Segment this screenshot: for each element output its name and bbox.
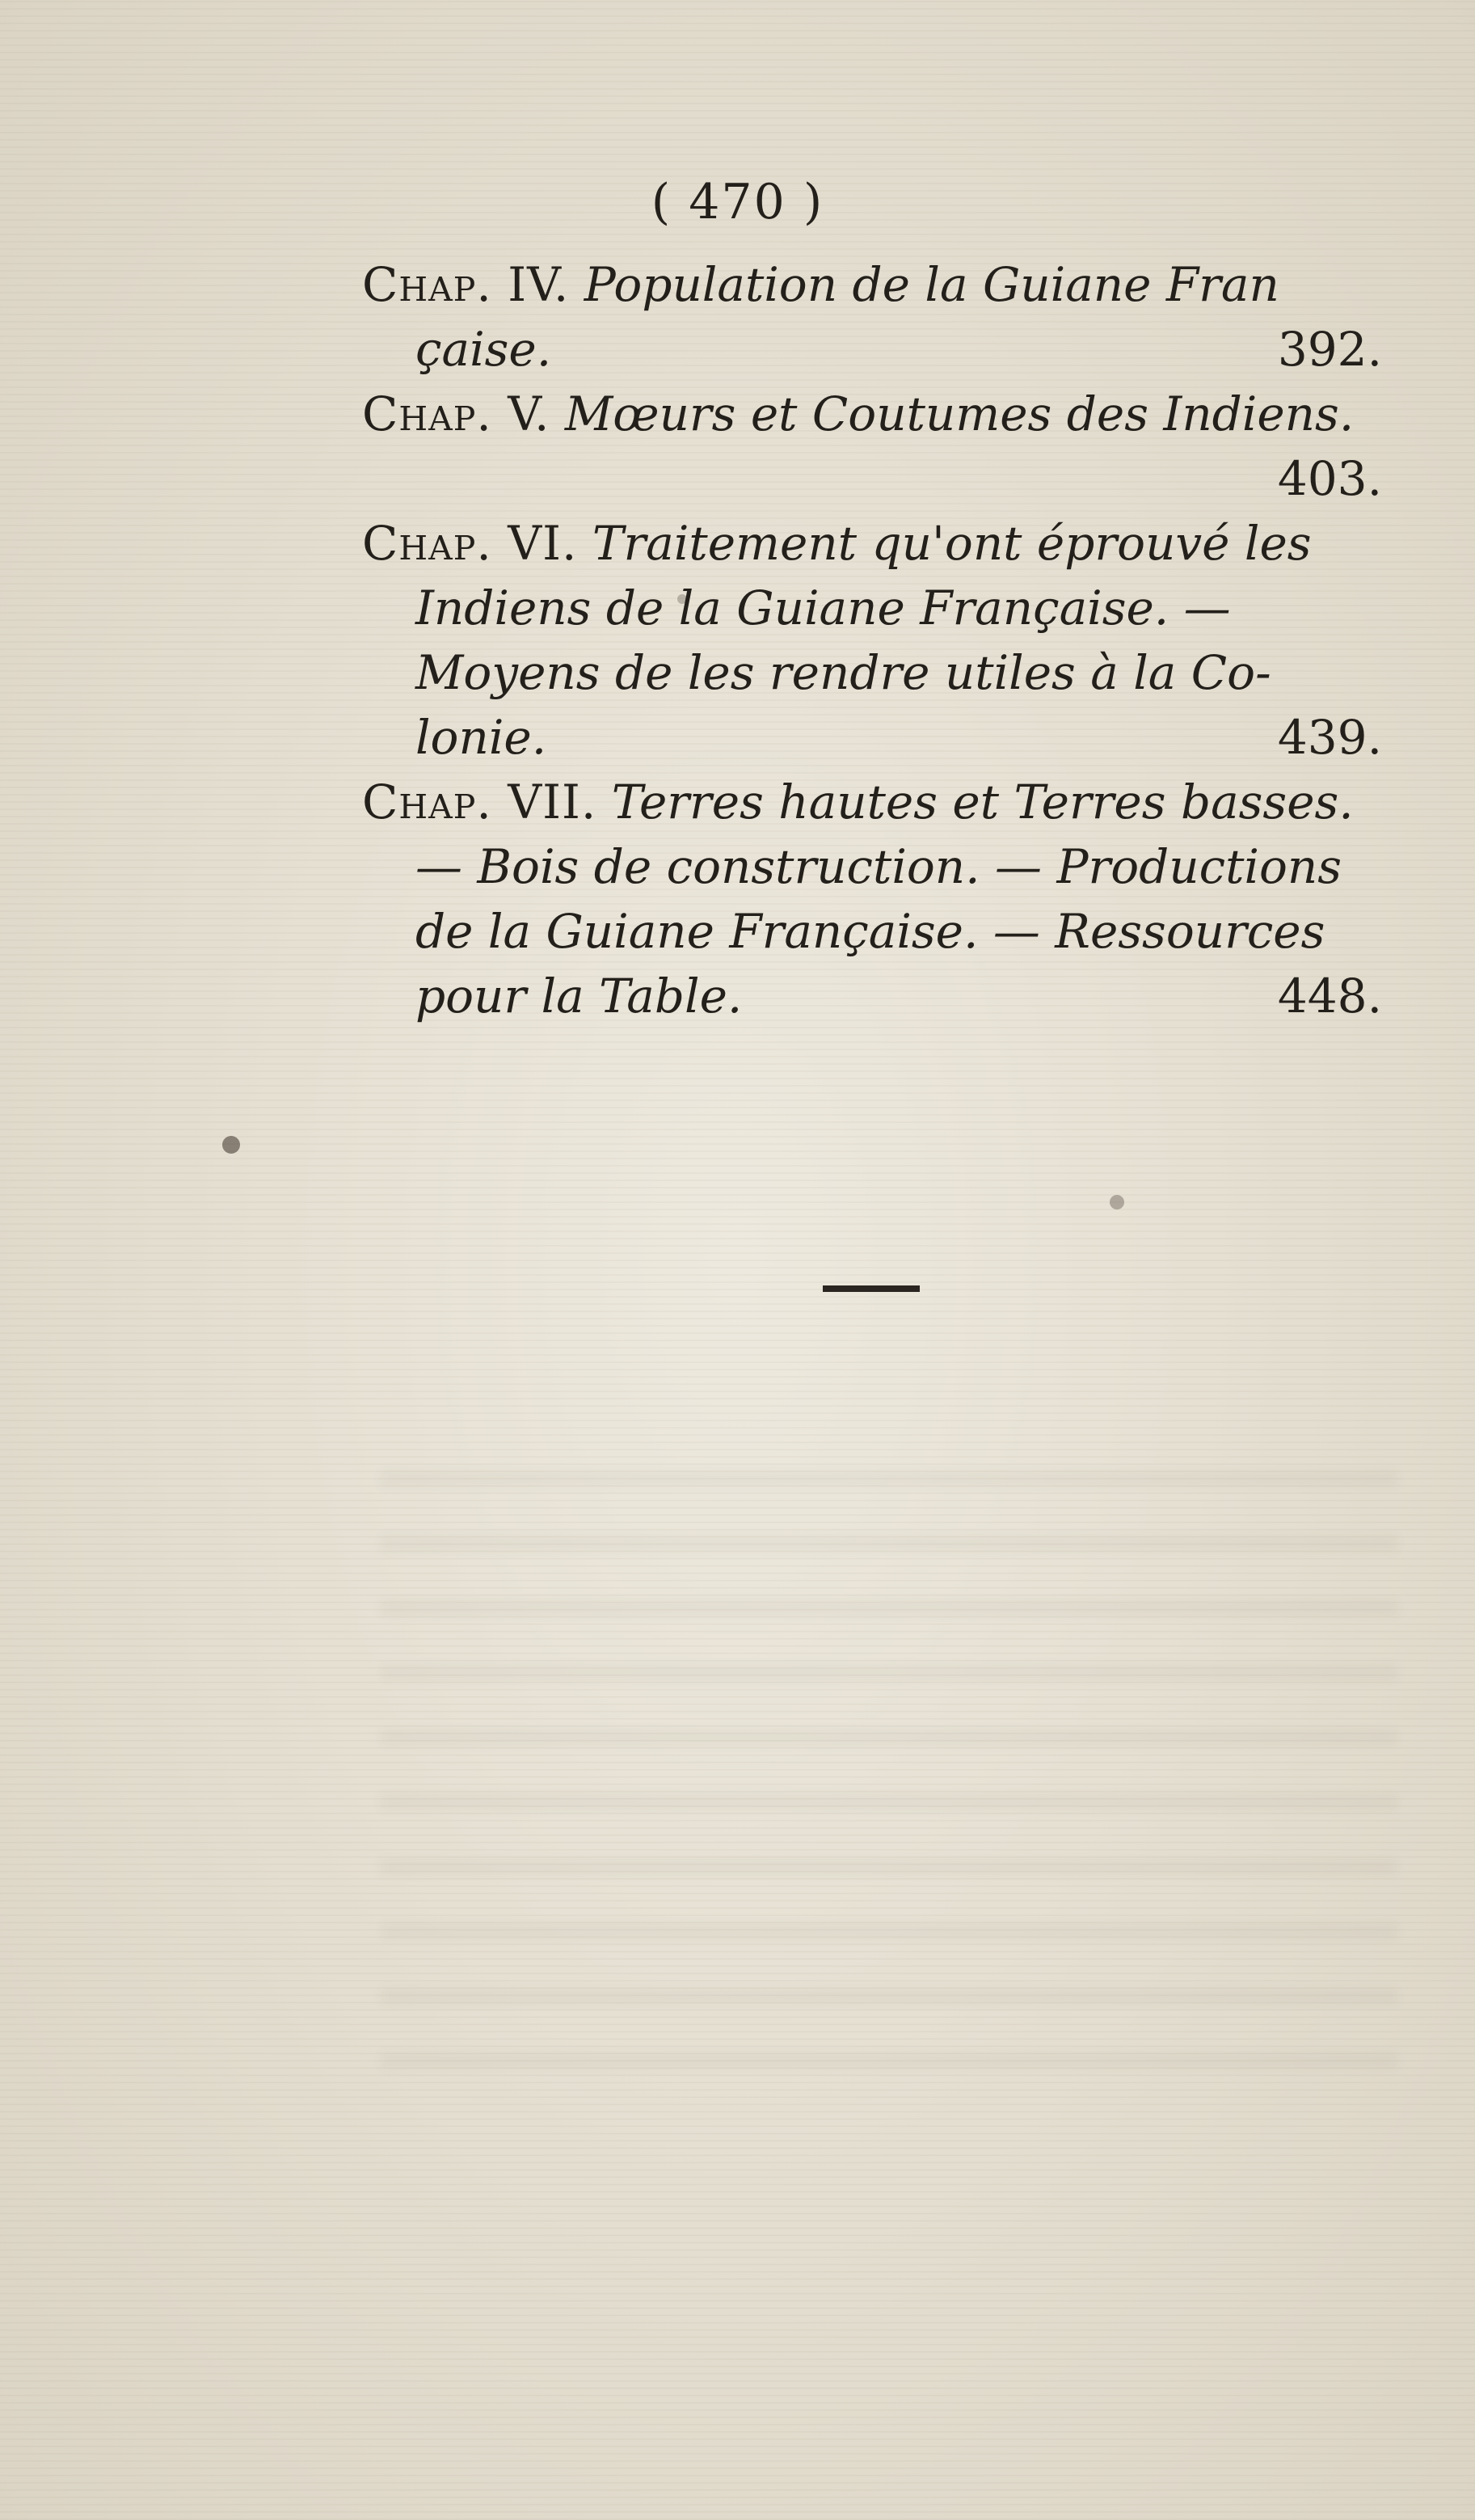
chapter-label: Chap. VI. bbox=[362, 516, 578, 571]
chapter-title-line: pour la Table. bbox=[415, 969, 743, 1024]
page-reference: 403. bbox=[1277, 451, 1382, 506]
chapter-title-line: Indiens de la Guiane Française. — bbox=[415, 580, 1231, 635]
chapter-title-line: — Bois de construction. — Productions bbox=[415, 839, 1342, 894]
chapter-title-line: Mœurs et Coutumes des Indiens. bbox=[564, 386, 1355, 441]
chapter-title-line: Traitement qu'ont éprouvé les bbox=[592, 516, 1312, 571]
chapter-label: Chap. VII. bbox=[362, 775, 597, 829]
chapter-label: Chap. V. bbox=[362, 386, 550, 441]
chapter-title-line: Population de la Guiane Fran bbox=[584, 257, 1279, 312]
chapter-label: Chap. IV. bbox=[362, 257, 570, 312]
end-rule bbox=[823, 1285, 920, 1292]
page-reference: 439. bbox=[1277, 710, 1382, 765]
table-of-contents bbox=[362, 252, 1382, 1028]
chapter-title-line: lonie. bbox=[415, 710, 547, 765]
toc-entry-chap-iv bbox=[362, 252, 1382, 382]
paper-spot bbox=[1110, 1195, 1124, 1209]
chapter-title-line: de la Guiane Française. — Ressources bbox=[415, 904, 1325, 959]
chapter-title-line: Terres hautes et Terres basses. bbox=[611, 775, 1354, 829]
page-reference: 448. bbox=[1277, 969, 1382, 1024]
paper-spot bbox=[222, 1136, 240, 1154]
chapter-title-line: çaise. bbox=[415, 322, 552, 377]
show-through-text bbox=[380, 1439, 1398, 2070]
toc-entry-chap-vii bbox=[362, 770, 1382, 1028]
page-reference: 392. bbox=[1277, 322, 1382, 377]
page-number: ( 470 ) bbox=[651, 174, 824, 230]
toc-entry-chap-vi bbox=[362, 511, 1382, 770]
toc-entry-chap-v bbox=[362, 382, 1382, 511]
chapter-title-line: Moyens de les rendre utiles à la Co- bbox=[415, 645, 1271, 700]
